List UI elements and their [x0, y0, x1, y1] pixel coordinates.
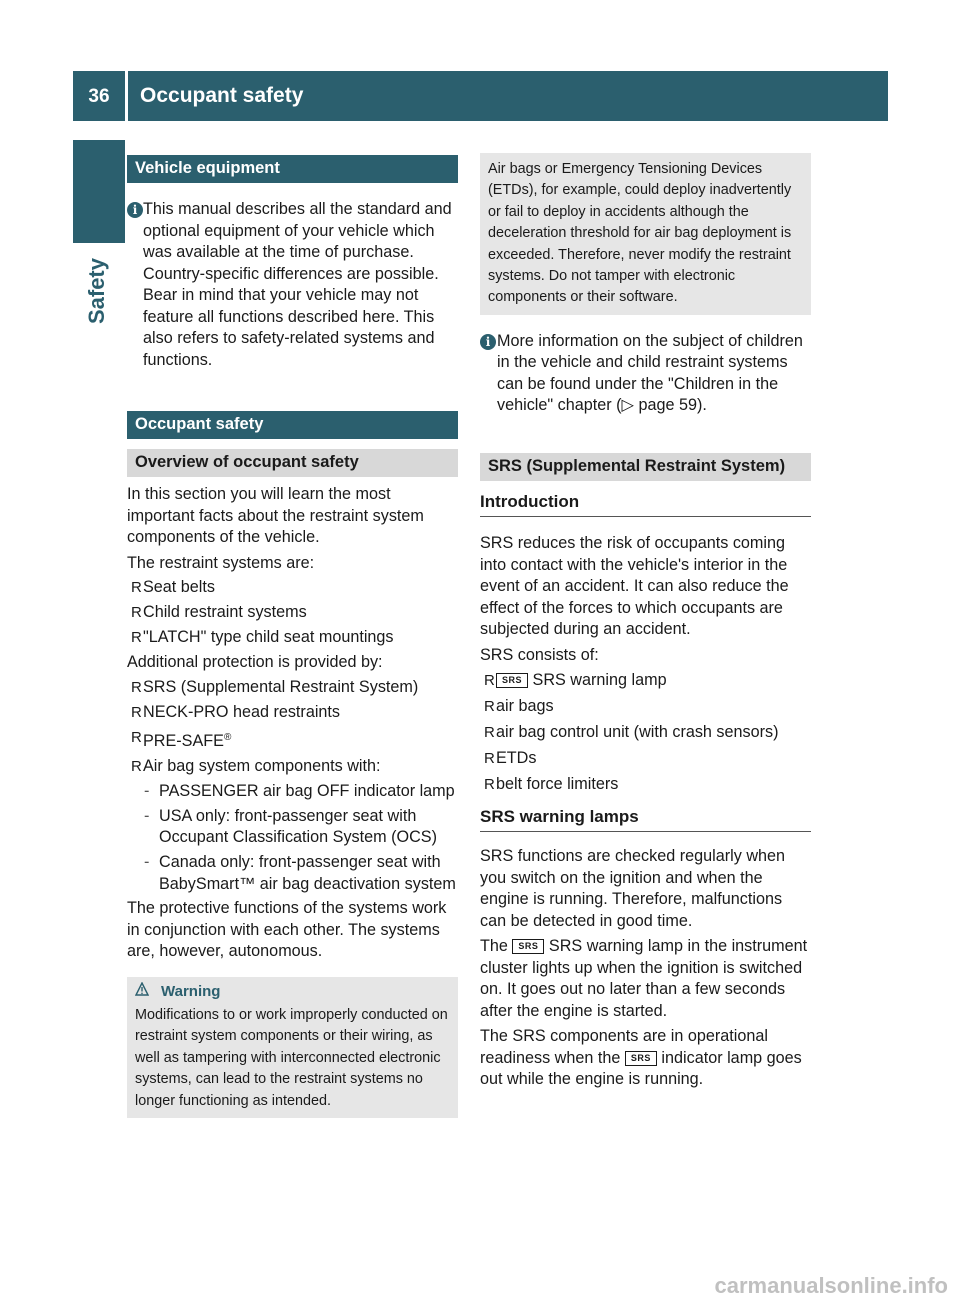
- warning-title: Warning: [161, 982, 221, 1000]
- overview-intro: In this section you will learn the most important facts about the restraint system components of the vehicle.: [127, 485, 424, 546]
- warning-text: Modifications to or work improperly conducted on restraint system components or their wiring, as well as tampering with interconnected electronic systems, can lead to the restraint systems no longer functioning as intended.: [135, 1006, 448, 1109]
- page-title: Occupant safety: [140, 84, 304, 107]
- list-item: R NECK-PRO head restraints: [127, 702, 458, 724]
- list-item: R ETDs: [480, 748, 811, 770]
- info-icon: i: [127, 202, 143, 218]
- list-item: [480, 670, 811, 692]
- vehicle-equipment-note: [127, 199, 458, 371]
- srs-heading: SRS (Supplemental Restraint System): [480, 453, 811, 481]
- srs-item-label: SRS warning lamp: [532, 671, 667, 690]
- restraint-intro: The restraint systems are:: [127, 553, 315, 572]
- lamps-text-2: [480, 936, 811, 1022]
- side-tab-block: [73, 140, 125, 243]
- list-item: R Child restraint systems: [127, 602, 458, 624]
- overview-heading: Overview of occupant safety: [127, 449, 458, 477]
- warning-lamps-heading: SRS warning lamps: [480, 806, 811, 833]
- list-item: R Seat belts: [127, 577, 458, 599]
- sub-list-item: - Canada only: front-passenger seat with BabySmart™ air bag deactivation system: [127, 852, 458, 895]
- occupant-safety-heading: Occupant safety: [127, 411, 458, 439]
- list-item: R belt force limiters: [480, 774, 811, 796]
- info-icon: i: [480, 334, 496, 350]
- protective-text: The protective functions of the systems work in conjunction with each other. The systems are, however, autonomous.: [127, 899, 447, 960]
- additional-intro: Additional protection is provided by:: [127, 653, 383, 671]
- watermark: carmanualsonline.info: [714, 1273, 948, 1298]
- lamps-text-2-start: The: [480, 937, 508, 956]
- warning-triangle-icon: [135, 982, 149, 996]
- registered-mark: ®: [223, 731, 232, 743]
- pre-safe-label: PRE-SAFE: [143, 731, 224, 750]
- introduction-heading: Introduction: [480, 491, 811, 518]
- lamps-text-3-start: The SRS components are in operational readiness when the: [480, 1027, 768, 1067]
- left-column: [127, 155, 458, 1118]
- warning-continued-text: Air bags or Emergency Tensioning Devices (ETDs), for example, could deploy inadvertently or fail to deploy in accidents although the deceleration threshold for air bag deployment is exceeded. Therefore, never modify the restraint systems. Do not tamper with electronic components or their software.: [488, 161, 792, 306]
- page-number: 36: [88, 86, 110, 107]
- vehicle-equipment-heading: Vehicle equipment: [127, 155, 458, 183]
- srs-consists: SRS consists of:: [480, 645, 599, 664]
- lamps-text-2-end: SRS warning lamp in the instrument cluster lights up when the ignition is switched on. It goes out no later than a few seconds after the engine is started.: [480, 937, 808, 1020]
- list-item: R SRS (Supplemental Restraint System): [127, 677, 458, 699]
- sub-list-item: - PASSENGER air bag OFF indicator lamp: [127, 781, 458, 803]
- lamps-text-3-end: indicator lamp goes out while the engine is running.: [480, 1048, 802, 1089]
- list-item: R "LATCH" type child seat mountings: [127, 627, 458, 649]
- lamps-text-3: [480, 1026, 811, 1091]
- children-info-note: [480, 331, 811, 417]
- srs-lamp-icon: SRS: [625, 1051, 657, 1066]
- lamps-text-1: SRS functions are checked regularly when you switch on the ignition and when the engine is running. Therefore, malfunctions can be detected in good time.: [480, 847, 786, 930]
- list-item: R air bags: [480, 696, 811, 718]
- list-item: [127, 727, 458, 753]
- sub-list-item: - USA only: front-passenger seat with Occupant Classification System (OCS): [127, 806, 458, 849]
- warning-box-continued: [480, 153, 811, 315]
- srs-intro: SRS reduces the risk of occupants coming into contact with the vehicle's interior in the event of an accident. It can also reduce the effect of the forces to which occupants are subjected during an accident.: [480, 534, 789, 639]
- side-section-label: Safety: [84, 258, 109, 325]
- vehicle-equipment-text: This manual describes all the standard and optional equipment of your vehicle which was available at the time of purchase. Country-specific differences are possible. Bear in mind that your vehicle may not feature all functions described here. This also refers to safety-related systems and functions.: [143, 200, 452, 369]
- list-item: R air bag control unit (with crash sensors): [480, 722, 811, 744]
- right-column: [480, 153, 811, 1091]
- list-item: R Air bag system components with:: [127, 756, 458, 778]
- children-info-text: More information on the subject of children in the vehicle and child restraint systems can be found under the "Children in the vehicle" chapter (▷ page 59).: [497, 331, 803, 415]
- warning-heading: [135, 981, 450, 1002]
- warning-box: [127, 977, 458, 1118]
- srs-lamp-icon: SRS: [496, 673, 528, 688]
- srs-lamp-icon: SRS: [512, 939, 544, 954]
